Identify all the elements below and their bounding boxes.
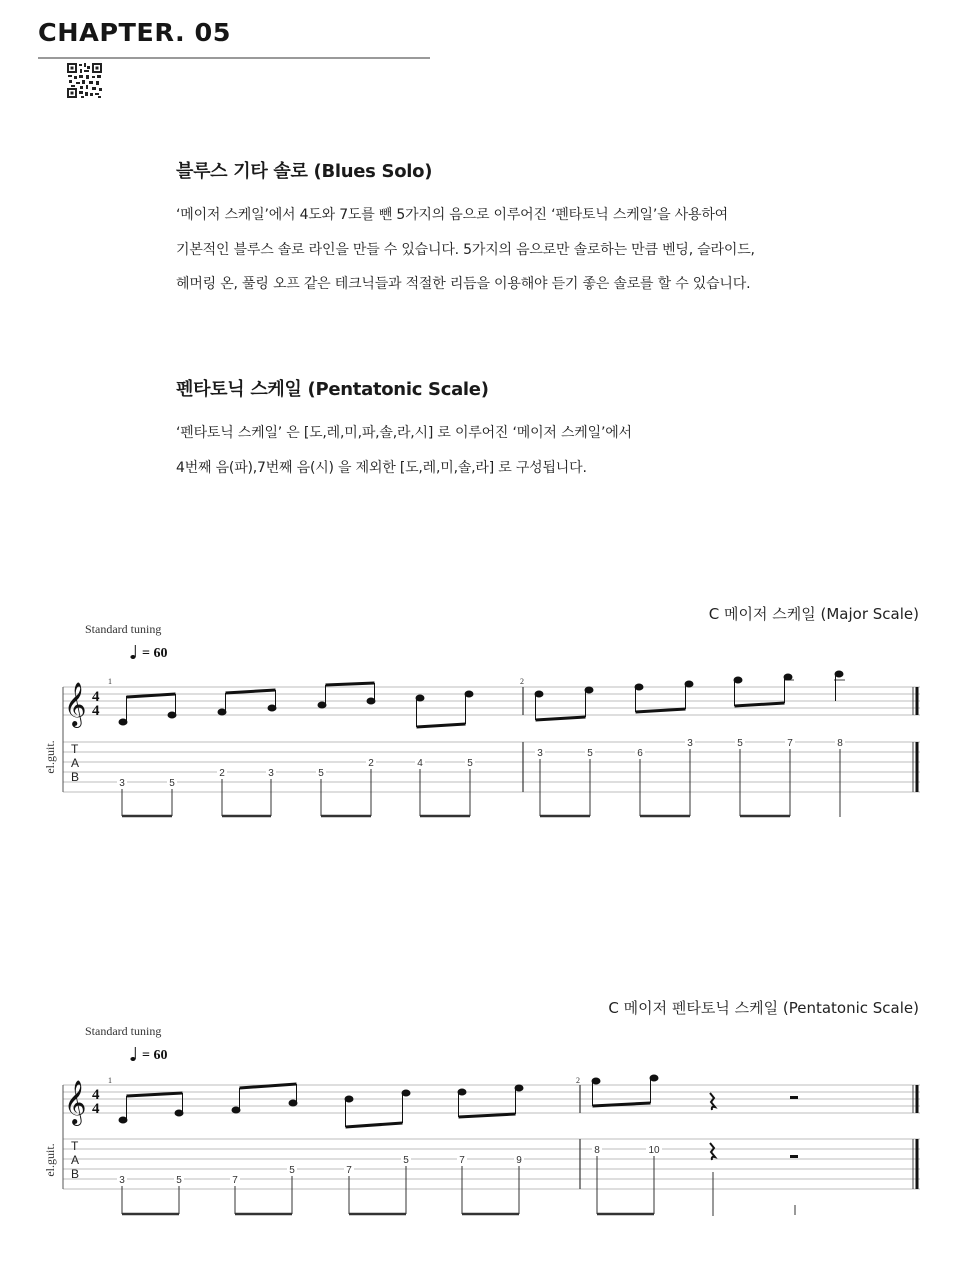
score-caption-major: C 메이저 스케일 (Major Scale) — [708, 605, 919, 623]
svg-text:3: 3 — [537, 748, 543, 759]
svg-text:5: 5 — [169, 778, 175, 789]
tab-lines — [63, 742, 920, 792]
final-barline — [913, 1085, 917, 1189]
svg-text:8: 8 — [837, 738, 843, 749]
tuning-label: Standard tuning — [85, 1024, 162, 1038]
time-signature-bottom: 4 — [92, 1101, 100, 1117]
treble-clef-icon: 𝄞 — [64, 682, 87, 726]
svg-text:6: 6 — [637, 748, 643, 759]
svg-text:7: 7 — [459, 1155, 465, 1166]
measure-number: 2 — [576, 1076, 580, 1085]
svg-text:3: 3 — [687, 738, 693, 749]
section-heading-blues-solo: 블루스 기타 솔로 (Blues Solo) — [176, 161, 433, 182]
tuning-label: Standard tuning — [85, 622, 162, 636]
qr-code-icon[interactable] — [67, 63, 102, 98]
score-caption-pentatonic: C 메이저 펜타토닉 스케일 (Pentatonic Scale) — [608, 999, 919, 1017]
notation-notes — [119, 671, 845, 727]
svg-text:7: 7 — [232, 1175, 238, 1186]
svg-text:A: A — [71, 756, 80, 770]
quarter-rest-icon — [710, 1093, 715, 1160]
svg-text:5: 5 — [176, 1175, 182, 1186]
paragraph-line: ‘메이저 스케일’에서 4도와 7도를 뺀 5가지의 음으로 이루어진 ‘펜타토닉 스케일’을 사용하여 — [176, 207, 728, 223]
quarter-note-icon — [130, 1047, 135, 1061]
instrument-label: el.guit. — [43, 740, 57, 774]
svg-text:3: 3 — [119, 778, 125, 789]
svg-text:T: T — [71, 1139, 79, 1153]
svg-text:2: 2 — [368, 758, 374, 769]
svg-text:B: B — [71, 1167, 80, 1181]
svg-text:5: 5 — [467, 758, 473, 769]
time-signature-bottom: 4 — [92, 703, 100, 719]
tab-lines — [63, 1139, 920, 1189]
svg-text:A: A — [71, 1153, 80, 1167]
time-signature-top: 4 — [92, 689, 100, 705]
paragraph-line: ‘펜타토닉 스케일’ 은 [도,레,미,파,솔,라,시] 로 이루어진 ‘메이저 스케일’에서 — [176, 425, 632, 441]
staff-lines — [63, 687, 920, 715]
treble-clef-icon: 𝄞 — [64, 1080, 87, 1124]
section-heading-pentatonic: 펜타토닉 스케일 (Pentatonic Scale) — [176, 379, 489, 400]
instrument-label: el.guit. — [43, 1143, 57, 1177]
quarter-note-icon — [130, 645, 135, 659]
svg-text:3: 3 — [268, 768, 274, 779]
final-barline — [913, 687, 917, 792]
svg-text:7: 7 — [787, 738, 793, 749]
tab-rhythm-stems — [122, 749, 840, 817]
time-signature-top: 4 — [92, 1087, 100, 1103]
tempo-label: = 60 — [142, 1048, 168, 1063]
svg-text:5: 5 — [289, 1165, 295, 1176]
svg-text:10: 10 — [648, 1145, 660, 1156]
paragraph-line: 기본적인 블루스 솔로 라인을 만들 수 있습니다. 5가지의 음으로만 솔로하는 만큼 벤딩, 슬라이드, — [176, 242, 755, 258]
measure-number: 1 — [108, 1076, 112, 1085]
tab-clef — [71, 1139, 79, 1181]
measure-number: 2 — [520, 677, 524, 686]
header-divider — [38, 57, 430, 59]
paragraph-line: 4번째 음(파),7번째 음(시) 을 제외한 [도,레,미,솔,라] 로 구성됩니다. — [176, 460, 587, 476]
svg-text:5: 5 — [318, 768, 324, 779]
score-major-scale — [0, 615, 973, 830]
svg-text:8: 8 — [594, 1145, 600, 1156]
svg-text:9: 9 — [516, 1155, 522, 1166]
svg-text:4: 4 — [417, 758, 423, 769]
tab-fret-numbers — [117, 737, 845, 789]
chapter-title: CHAPTER. 05 — [38, 18, 232, 47]
svg-text:5: 5 — [737, 738, 743, 749]
svg-text:T: T — [71, 742, 79, 756]
tempo-label: = 60 — [142, 646, 168, 661]
score-pentatonic-scale — [0, 1018, 973, 1223]
paragraph-line: 헤머링 온, 풀링 오프 같은 테크닉들과 적절한 리듬을 이용해야 듣기 좋은 솔로를 할 수 있습니다. — [176, 276, 751, 292]
tab-clef — [71, 742, 79, 784]
measure-number: 1 — [108, 677, 112, 686]
svg-text:5: 5 — [403, 1155, 409, 1166]
svg-text:5: 5 — [587, 748, 593, 759]
svg-text:2: 2 — [219, 768, 225, 779]
svg-text:3: 3 — [119, 1175, 125, 1186]
svg-text:7: 7 — [346, 1165, 352, 1176]
svg-text:B: B — [71, 770, 80, 784]
